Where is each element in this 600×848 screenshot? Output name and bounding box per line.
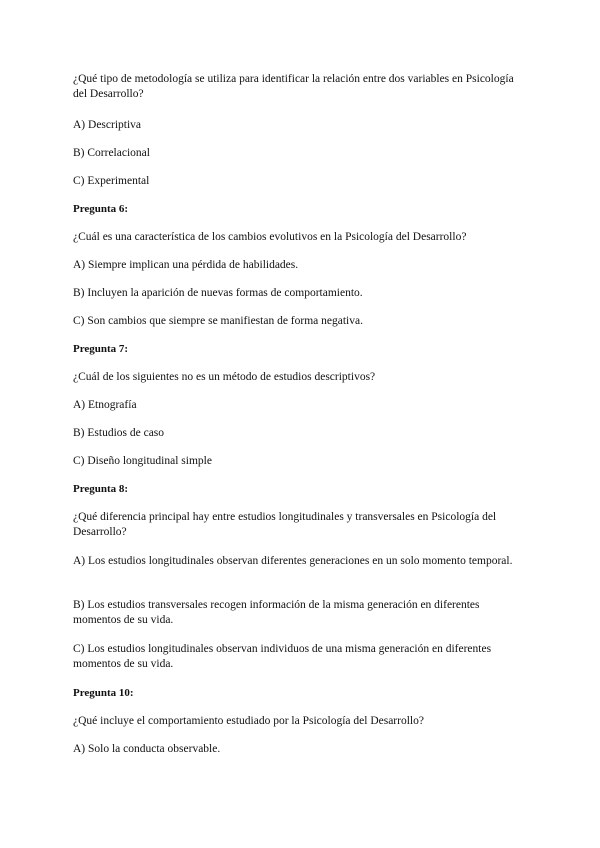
- question-7-option-a: A) Etnografía: [73, 399, 137, 411]
- question-7-option-c: C) Diseño longitudinal simple: [73, 455, 212, 467]
- question-6-option-a: A) Siempre implican una pérdida de habilidades.: [73, 259, 299, 271]
- question-10-text: ¿Qué incluye el comportamiento estudiado por la Psicología del Desarrollo?: [73, 715, 424, 727]
- question-7-heading: Pregunta 7:: [73, 343, 129, 355]
- question-6-text: ¿Cuál es una característica de los cambios evolutivos en la Psicología del Desarrollo?: [73, 231, 467, 243]
- question-5-text: ¿Qué tipo de metodología se utiliza para identificar la relación entre dos variables en Psicología del Desarrollo?: [73, 73, 514, 100]
- question-5-option-b: B) Correlacional: [73, 147, 150, 159]
- question-5-option-c: C) Experimental: [73, 175, 150, 187]
- question-7-option-b: B) Estudios de caso: [73, 427, 165, 439]
- question-6-option-b: B) Incluyen la aparición de nuevas formas de comportamiento.: [73, 287, 363, 299]
- question-8-option-a: A) Los estudios longitudinales observan diferentes generaciones en un solo momento temporal.: [73, 555, 513, 567]
- question-8-heading: Pregunta 8:: [73, 483, 129, 495]
- question-6-option-c: C) Son cambios que siempre se manifiestan de forma negativa.: [73, 315, 363, 327]
- question-8-option-b: B) Los estudios transversales recogen información de la misma generación en diferentes momentos de su vida.: [73, 599, 480, 626]
- question-5-option-a: A) Descriptiva: [73, 119, 142, 131]
- question-8-option-c: C) Los estudios longitudinales observan individuos de una misma generación en diferentes momentos de su vida.: [73, 643, 492, 670]
- question-6-heading: Pregunta 6:: [73, 203, 129, 215]
- question-7-text: ¿Cuál de los siguientes no es un método de estudios descriptivos?: [73, 371, 376, 383]
- question-10-option-a: A) Solo la conducta observable.: [73, 743, 221, 755]
- question-8-text: ¿Qué diferencia principal hay entre estudios longitudinales y transversales en Psicología del Desarrollo?: [73, 511, 497, 538]
- question-10-heading: Pregunta 10:: [73, 687, 134, 699]
